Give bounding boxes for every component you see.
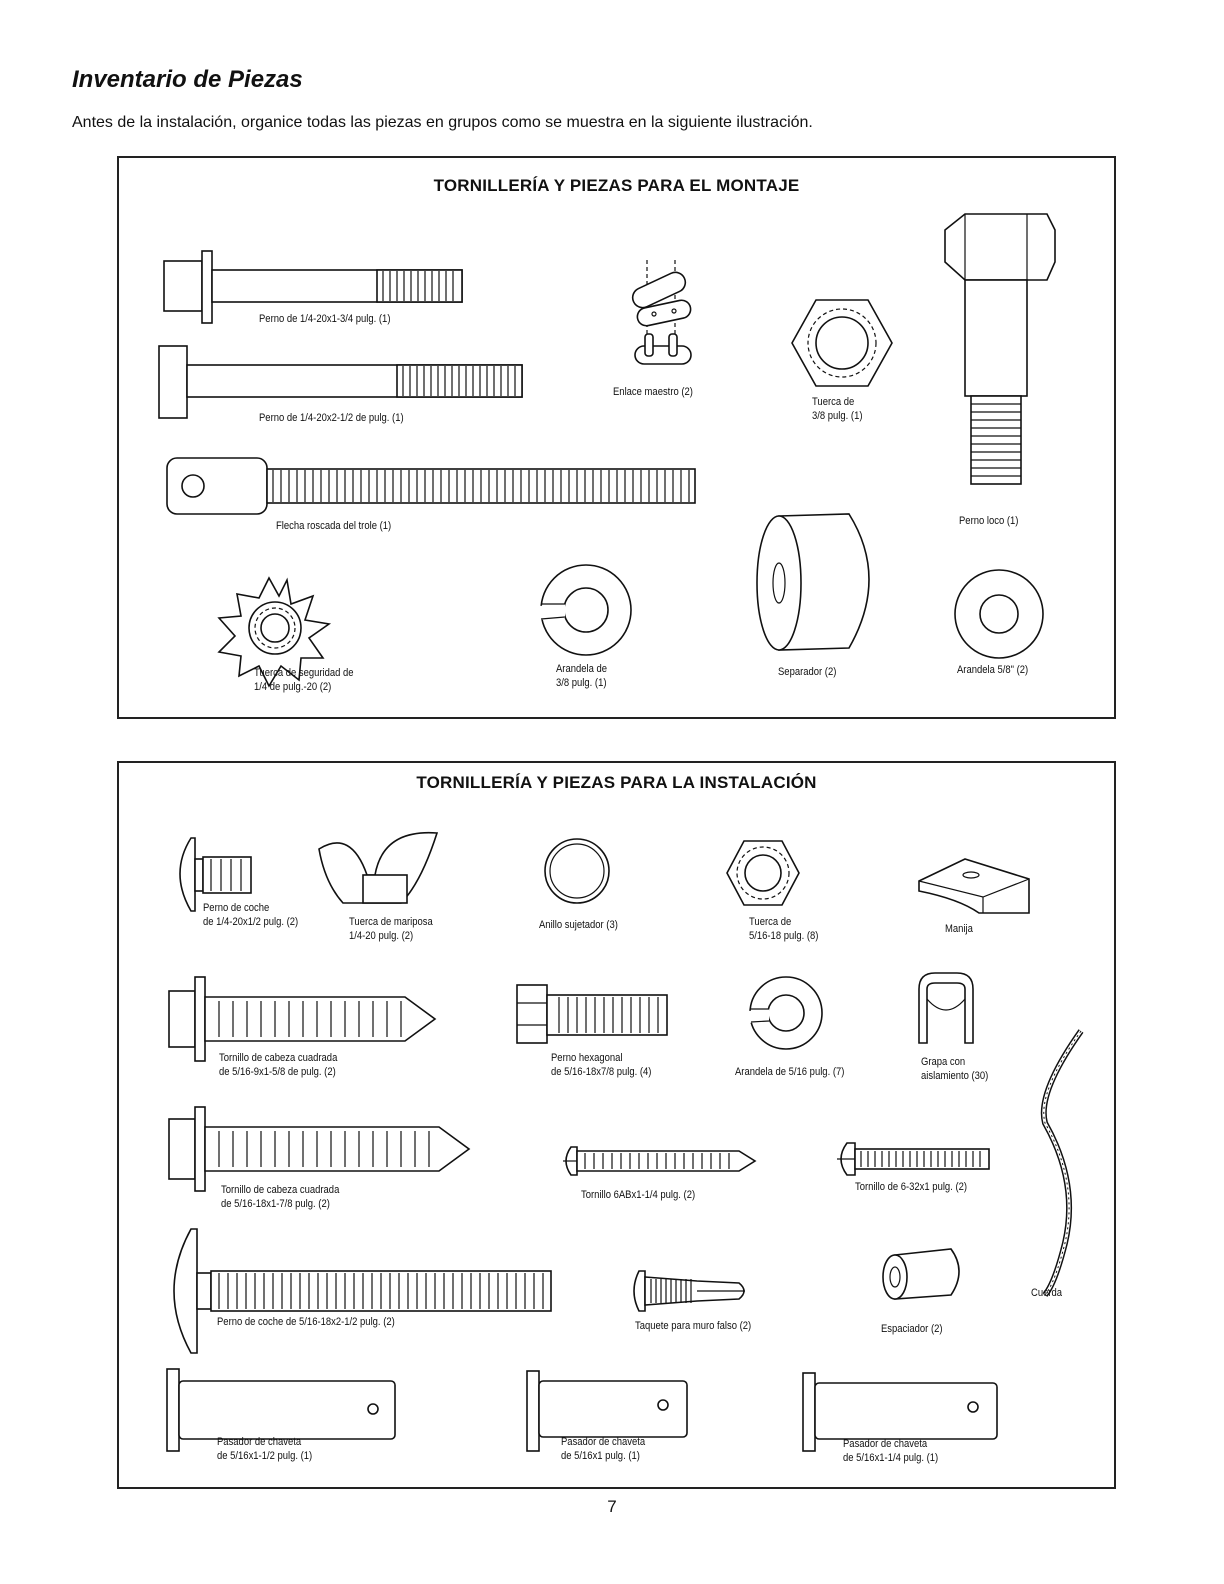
label-staple-line2: aislamiento (30) bbox=[921, 1070, 989, 1082]
wing-nut-drawing bbox=[319, 833, 437, 903]
label-clevis-1-line1: Pasador de chaveta bbox=[561, 1436, 646, 1448]
label-washer-5-16: Arandela de 5/16 pulg. (7) bbox=[735, 1066, 845, 1078]
carriage-bolt-large-drawing bbox=[174, 1229, 551, 1353]
label-nut-3-8-line2: 3/8 pulg. (1) bbox=[812, 410, 863, 422]
label-wing-nut-line1: Tuerca de mariposa bbox=[349, 916, 433, 928]
label-nut-5-16-line2: 5/16-18 pulg. (8) bbox=[749, 930, 819, 942]
label-idler-bolt: Perno loco (1) bbox=[959, 515, 1019, 527]
page-title: Inventario de Piezas bbox=[72, 66, 303, 93]
label-lag-screw-1-7-8-line1: Tornillo de cabeza cuadrada bbox=[221, 1184, 340, 1196]
washer-3-8-drawing bbox=[539, 565, 631, 655]
idler-bolt-drawing bbox=[945, 214, 1055, 484]
washer-5-8-drawing bbox=[955, 570, 1043, 658]
label-lag-screw-1-5-8-line2: de 5/16-9x1-5/8 de pulg. (2) bbox=[219, 1066, 336, 1078]
installation-hardware-panel bbox=[117, 761, 1116, 1489]
label-bolt-1-3-4: Perno de 1/4-20x1-3/4 pulg. (1) bbox=[259, 313, 391, 325]
label-lag-screw-1-5-8-line1: Tornillo de cabeza cuadrada bbox=[219, 1052, 338, 1064]
label-washer-3-8-line1: Arandela de bbox=[556, 663, 608, 675]
label-screw-6ab: Tornillo 6ABx1-1/4 pulg. (2) bbox=[581, 1189, 696, 1201]
bolt-2-1-2-drawing bbox=[159, 346, 522, 418]
retaining-ring-drawing bbox=[545, 839, 609, 903]
lag-screw-1-5-8-drawing bbox=[169, 977, 435, 1061]
label-master-link: Enlace maestro (2) bbox=[613, 386, 693, 398]
rope-drawing bbox=[1044, 1031, 1081, 1295]
hex-bolt-7-8-drawing bbox=[517, 985, 667, 1043]
intro-text: Antes de la instalación, organice todas las piezas en grupos como se muestra en la siguiente ilustración. bbox=[72, 114, 813, 131]
label-lock-nut-line1: Tuerca de seguridad de bbox=[254, 667, 354, 679]
label-trolley-shaft: Flecha roscada del trole (1) bbox=[276, 520, 392, 532]
label-spacer-small: Espaciador (2) bbox=[881, 1323, 943, 1335]
installation-panel-title: TORNILLERÍA Y PIEZAS PARA LA INSTALACIÓN bbox=[416, 773, 817, 792]
mounting-panel-title: TORNILLERÍA Y PIEZAS PARA EL MONTAJE bbox=[433, 176, 800, 195]
mounting-hardware-panel bbox=[117, 156, 1116, 719]
label-nut-3-8-line1: Tuerca de bbox=[812, 396, 855, 408]
nut-5-16-drawing bbox=[727, 841, 799, 905]
page-number: 7 bbox=[607, 1497, 617, 1516]
label-carriage-bolt-large: Perno de coche de 5/16-18x2-1/2 pulg. (2) bbox=[217, 1316, 395, 1328]
drywall-anchor-drawing bbox=[634, 1271, 745, 1311]
label-lock-nut-line2: 1/4 de pulg.-20 (2) bbox=[254, 681, 332, 693]
screw-6-32-drawing bbox=[837, 1143, 989, 1175]
label-carriage-bolt-small-line2: de 1/4-20x1/2 pulg. (2) bbox=[203, 916, 299, 928]
label-clevis-1-1-4-line2: de 5/16x1-1/4 pulg. (1) bbox=[843, 1452, 939, 1464]
screw-6ab-drawing bbox=[563, 1147, 755, 1175]
label-clevis-1-1-4-line1: Pasador de chaveta bbox=[843, 1438, 928, 1450]
label-drywall-anchor: Taquete para muro falso (2) bbox=[635, 1320, 752, 1332]
insulated-staple-drawing bbox=[919, 973, 973, 1043]
washer-5-16-drawing bbox=[749, 977, 822, 1049]
label-wing-nut-line2: 1/4-20 pulg. (2) bbox=[349, 930, 414, 942]
label-clevis-1-1-2-line2: de 5/16x1-1/2 pulg. (1) bbox=[217, 1450, 313, 1462]
label-washer-3-8-line2: 3/8 pulg. (1) bbox=[556, 677, 607, 689]
label-carriage-bolt-small-line1: Perno de coche bbox=[203, 902, 270, 914]
spacer-small-drawing bbox=[883, 1249, 959, 1299]
label-screw-6-32: Tornillo de 6-32x1 pulg. (2) bbox=[855, 1181, 968, 1193]
label-rope: Cuerda bbox=[1031, 1287, 1063, 1299]
label-clevis-1-line2: de 5/16x1 pulg. (1) bbox=[561, 1450, 640, 1462]
master-link-drawing bbox=[629, 260, 692, 364]
lag-screw-1-7-8-drawing bbox=[169, 1107, 469, 1191]
label-hex-bolt-line2: de 5/16-18x7/8 pulg. (4) bbox=[551, 1066, 652, 1078]
spacer-drawing bbox=[757, 514, 869, 650]
carriage-bolt-small-drawing bbox=[180, 838, 251, 911]
label-hex-bolt-line1: Perno hexagonal bbox=[551, 1052, 623, 1064]
trolley-shaft-drawing bbox=[167, 458, 695, 514]
nut-3-8-drawing bbox=[792, 300, 892, 386]
label-bolt-2-1-2: Perno de 1/4-20x2-1/2 de pulg. (1) bbox=[259, 412, 404, 424]
label-retaining-ring: Anillo sujetador (3) bbox=[539, 919, 618, 931]
label-nut-5-16-line1: Tuerca de bbox=[749, 916, 792, 928]
label-lag-screw-1-7-8-line2: de 5/16-18x1-7/8 pulg. (2) bbox=[221, 1198, 330, 1210]
label-staple-line1: Grapa con bbox=[921, 1056, 966, 1068]
label-clevis-1-1-2-line1: Pasador de chaveta bbox=[217, 1436, 302, 1448]
label-handle: Manija bbox=[945, 923, 973, 935]
handle-drawing bbox=[919, 859, 1029, 913]
label-washer-5-8: Arandela 5/8" (2) bbox=[957, 664, 1029, 676]
label-spacer: Separador (2) bbox=[778, 666, 837, 678]
